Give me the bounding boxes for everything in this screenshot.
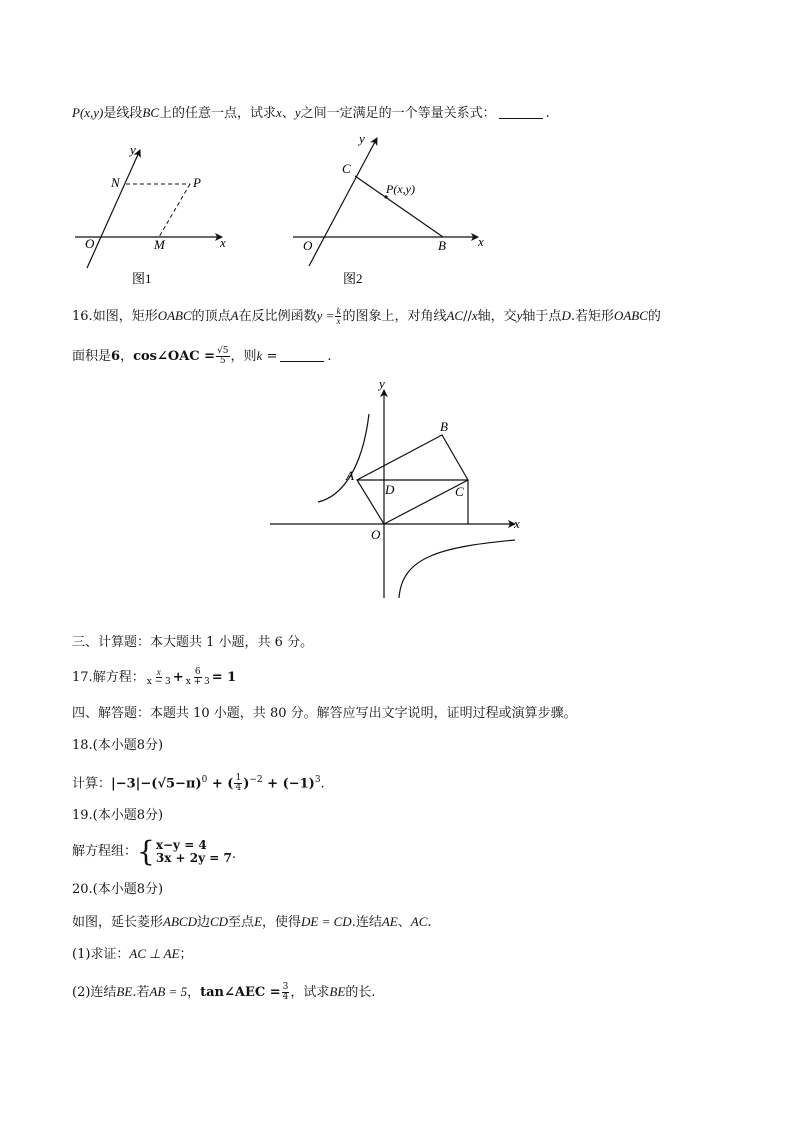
q20-part-2-find: ，试求 [290, 985, 330, 1000]
fig3-x-label: x [514, 516, 520, 531]
section-4-heading: 四、解答题：本题共 10 小题，共 80 分。解答应写出文字说明，证明过程或演算步骤。 [72, 706, 577, 721]
diag-ac: AC [446, 308, 464, 323]
q16-text-5: 轴，交 [477, 309, 517, 324]
q18-expr-3: ) [243, 776, 250, 792]
fig1-o-label: O [85, 236, 95, 251]
q15-text-1: 是线段 [103, 106, 143, 121]
rhombus-abcd: ABCD [163, 914, 197, 929]
fig3-d-label: D [385, 482, 395, 497]
point-a: A [230, 308, 239, 323]
figure-3 [270, 372, 530, 602]
q17-rhs: = 1 [211, 670, 237, 685]
q16-text-1: 如图，矩形 [92, 309, 158, 324]
q19-end: · [231, 850, 236, 866]
q18-power-0: 0 [201, 775, 208, 785]
q15-sep: 、 [281, 106, 295, 121]
de-equals-cd: DE = CD [301, 914, 352, 929]
q20-text-1: 如图，延长菱形 [72, 915, 164, 930]
point-p-label: P(x,y) [72, 105, 104, 120]
q18-frac-den: 4 [235, 783, 242, 794]
q16-line-2 [72, 346, 332, 367]
q20-text-5: .连结 [351, 915, 382, 930]
q17-frac-2-den: x + 3 [185, 677, 210, 687]
q15-text-3: 之间一定满足的一个等量关系式： [300, 106, 496, 121]
q18-title: 18.(本小题8分) [72, 738, 164, 753]
q20-part-2-end: 的长. [345, 985, 376, 1000]
q16-text-7: .若矩形 [570, 309, 614, 324]
fig2-o-label: O [303, 238, 313, 253]
q20-part-2-if: .若 [132, 985, 150, 1000]
q18-frac [234, 774, 242, 793]
q19-equation-system [137, 835, 232, 868]
q17-frac-1-num: x [156, 667, 161, 677]
q16-line-1 [72, 306, 661, 327]
fig1-p-label: P [193, 175, 201, 190]
q20-text-6: 、 [397, 915, 411, 930]
q18-frac-num: 1 [235, 773, 242, 784]
rect-oabc-2: OABC [613, 308, 648, 323]
frac-k: k [336, 306, 341, 316]
var-x: x [276, 105, 282, 120]
q20-frac [282, 983, 290, 1002]
q17-frac-2 [185, 668, 211, 687]
q20-text-4: ，使得 [262, 915, 302, 930]
q19-brace: { [137, 835, 155, 868]
q16-comma: ， [120, 349, 134, 364]
fig2-caption: 图2 [343, 271, 363, 286]
q16-text-8: 的 [647, 309, 661, 324]
fig3-c-label: C [455, 484, 464, 499]
q20-part-2-comma: ， [187, 985, 201, 1000]
q15-text-2: 上的任意一点，试求 [159, 106, 277, 121]
segment-ae: AE [381, 914, 398, 929]
q20-part-2-label: (2)连结 [72, 985, 117, 1000]
frac-sqrt5: √5 [217, 346, 229, 356]
segment-be: BE [116, 984, 133, 999]
point-d: D [561, 308, 571, 323]
q18-label: 计算： [72, 776, 112, 792]
q19-label: 解方程组： [72, 844, 138, 859]
fig1-x-label: x [220, 235, 226, 250]
q18-expr-4: + (−1) [262, 776, 315, 792]
q20-text-2: 边 [196, 915, 210, 930]
fig3-b-label: B [440, 419, 448, 434]
q16-number: 16. [72, 309, 93, 324]
frac-sqrt5-over-5 [216, 347, 229, 366]
q20-text-3: 至点 [228, 915, 255, 930]
fig1-y-label: y [130, 142, 136, 157]
fig2-c-label: C [342, 161, 351, 176]
q17-frac-1 [146, 668, 172, 687]
var-y: y [294, 105, 301, 120]
q20-part-1-label: (1)求证： [72, 947, 130, 962]
q17-frac-1-den: x − 3 [146, 677, 171, 687]
frac-k-over-x [335, 307, 341, 326]
q20-part-1-end: ； [179, 947, 193, 962]
fig1-pm-dash [159, 184, 190, 237]
figure-2 [290, 128, 495, 290]
tan-aec: tan∠AEC = [200, 985, 281, 1000]
frac-x: x [336, 316, 341, 326]
q19-title: 19.(本小题8分) [72, 808, 164, 823]
q15-end: . [545, 106, 550, 121]
q18-expr-1: |−3|−(√5−π) [111, 776, 202, 792]
q19-system [72, 835, 236, 869]
q16-text-4: 的图象上，对角线 [342, 309, 447, 324]
side-cd: CD [209, 914, 229, 929]
q17-number: 17. [72, 670, 93, 685]
q16-then: ，则 [230, 349, 257, 364]
parallel-symbol: // [463, 309, 472, 324]
fig2-b-label: B [438, 238, 446, 253]
fig1-n-label: N [111, 175, 120, 190]
q20-title: 20.(本小题8分) [72, 882, 164, 897]
q20-frac-den: 4 [282, 992, 289, 1002]
ac-perp-ae: AC ⊥ AE [129, 946, 180, 961]
q20-text-7: . [427, 915, 432, 930]
fig2-x-label: x [478, 234, 484, 249]
fig3-y-label: y [379, 376, 385, 391]
var-k: k [256, 348, 263, 363]
fig1-m-label: M [154, 237, 165, 252]
ab-equals-5: AB = 5 [149, 984, 188, 999]
q16-area-value: 6 [111, 349, 121, 364]
segment-be-2: BE [329, 984, 346, 999]
fig2-y-label: y [359, 131, 365, 146]
func-lhs: y = [316, 308, 335, 323]
answer-blank [499, 106, 543, 119]
q16-text-6: 轴于点 [522, 309, 562, 324]
q16-eq: = [262, 349, 278, 364]
rect-oabc: OABC [157, 308, 192, 323]
q16-area-label: 面积是 [72, 349, 112, 364]
q16-text-2: 的顶点 [191, 309, 231, 324]
q18-expression [72, 770, 325, 794]
fig1-y-axis [87, 150, 140, 268]
q17-label: 解方程： [92, 670, 145, 685]
q17-plus: + [172, 670, 184, 685]
q16-text-3: 在反比例函数 [238, 309, 317, 324]
q18-expr-2: + ( [207, 776, 234, 792]
x-axis-var: x [471, 308, 478, 323]
q19-eq-1: x−y = 4 [155, 838, 207, 852]
y-axis-var: y [516, 308, 523, 323]
q17-frac-2-num: 6 [194, 667, 201, 677]
q19-eq-2: 3x + 2y = 7 [155, 851, 232, 865]
q20-frac-num: 3 [282, 982, 289, 992]
q20-part-2 [72, 982, 375, 1003]
segment-bc: BC [142, 105, 160, 120]
fig1-caption: 图1 [132, 271, 152, 286]
cos-oac: cos∠OAC = [133, 349, 216, 364]
answer-blank-16 [280, 349, 324, 362]
fig2-p-label: P(x,y) [386, 182, 415, 196]
q18-power-3: 3 [314, 775, 321, 785]
q18-power-neg2: −2 [249, 775, 263, 785]
figure-1 [70, 140, 240, 290]
fig3-hyperbola-right [399, 540, 515, 598]
frac-5: 5 [219, 356, 226, 366]
point-e: E [254, 914, 263, 929]
section-3-heading: 三、计算题：本大题共 1 小题，共 6 分。 [72, 635, 314, 650]
q17-line [72, 668, 236, 688]
segment-ac: AC [410, 914, 428, 929]
q16-end: . [327, 349, 332, 364]
fig3-o-label: O [371, 527, 381, 542]
fig3-hyperbola-left [318, 414, 369, 502]
fig3-a-label: A [346, 468, 354, 483]
q18-end: . [320, 776, 325, 792]
fig2-y-axis [309, 138, 377, 266]
q20-part-1 [72, 944, 193, 965]
q15-tail-line [72, 103, 550, 124]
q20-stem [72, 912, 432, 933]
